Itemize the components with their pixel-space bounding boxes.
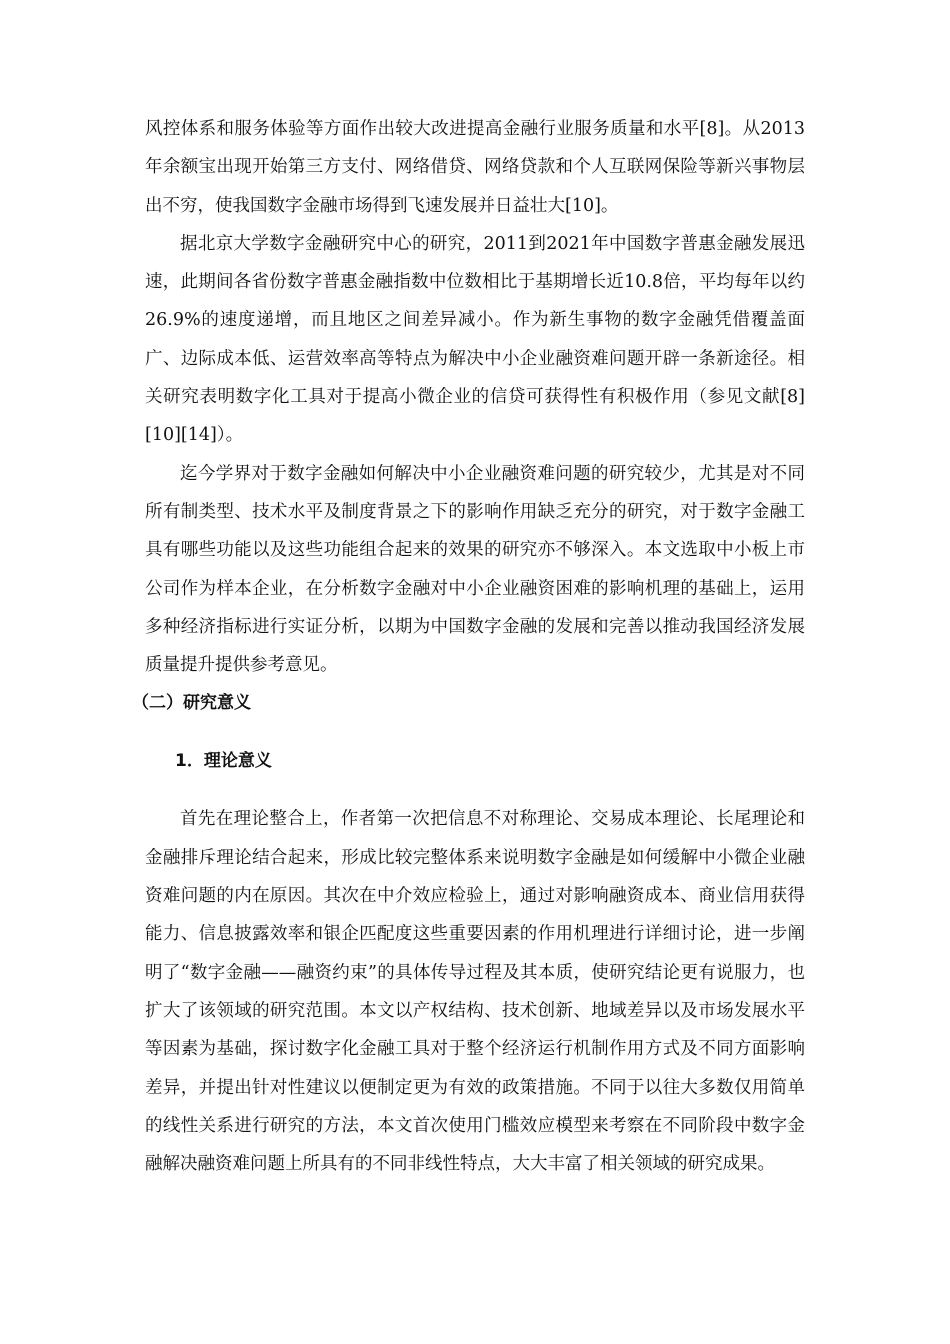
section-heading-research-significance: （二）研究意义 <box>132 693 251 714</box>
paragraph-continuation: 风控体系和服务体验等方面作出较大改进提高金融行业服务质量和水平[8]。从2013年余额宝出现开始第三方支付、网络借贷、网络贷款和个人互联网保险等新兴事物层出不穷，使我国数字金融市场得到飞速发展并日益壮大[10]。 <box>145 119 805 216</box>
paragraph-theoretical-significance: 首先在理论整合上，作者第一次把信息不对称理论、交易成本理论、长尾理论和金融排斥理论结合起来，形成比较完整体系来说明数字金融是如何缓解中小微企业融资难问题的内在原因。其次在中介效应检验上，通过对影响融资成本、商业信用获得能力、信息披露效率和银企匹配度这些重要因素的作用机理进行详细讨论，进一步阐明了“数字金融——融资约束”的具体传导过程及其本质，使研究结论更有说服力，也扩大了该领域的研究范围。本文以产权结构、技术创新、地域差异以及市场发展水平等因素为基础，探讨数字化金融工具对于整个经济运行机制作用方式及不同方面影响差异，并提出针对性建议以便制定更为有效的政策措施。不同于以往大多数仅用简单的线性关系进行研究的方法，本文首次使用门槛效应模型来考察在不同阶段中数字金融解决融资难问题上所具有的不同非线性特点，大大丰富了相关领域的研究成果。 <box>145 809 805 1175</box>
paragraph-digital-finance-index: 据北京大学数字金融研究中心的研究，2011到2021年中国数字普惠金融发展迅速，此期间各省份数字普惠金融指数中位数相比于基期增长近10.8倍，平均每年以约26.9%的速度递增，而且地区之间差异减小。作为新生事物的数字金融凭借覆盖面广、边际成本低、运营效率高等特点为解决中小企业融资难问题开辟一条新途径。相关研究表明数字化工具对于提高小微企业的信贷可获得性有积极作用（参见文献[8][10][14]）。 <box>145 233 805 446</box>
subsection-heading-theoretical-significance: 1．理论意义 <box>175 751 272 772</box>
paragraph-research-gap: 迄今学界对于数字金融如何解决中小企业融资难问题的研究较少，尤其是对不同所有制类型、技术水平及制度背景之下的影响作用缺乏充分的研究，对于数字金融工具有哪些功能以及这些功能组合起来的效果的研究亦不够深入。本文选取中小板上市公司作为样本企业，在分析数字金融对中小企业融资困难的影响机理的基础上，运用多种经济指标进行实证分析，以期为中国数字金融的发展和完善以推动我国经济发展质量提升提供参考意见。 <box>145 463 805 676</box>
document-body <box>132 110 805 1183</box>
